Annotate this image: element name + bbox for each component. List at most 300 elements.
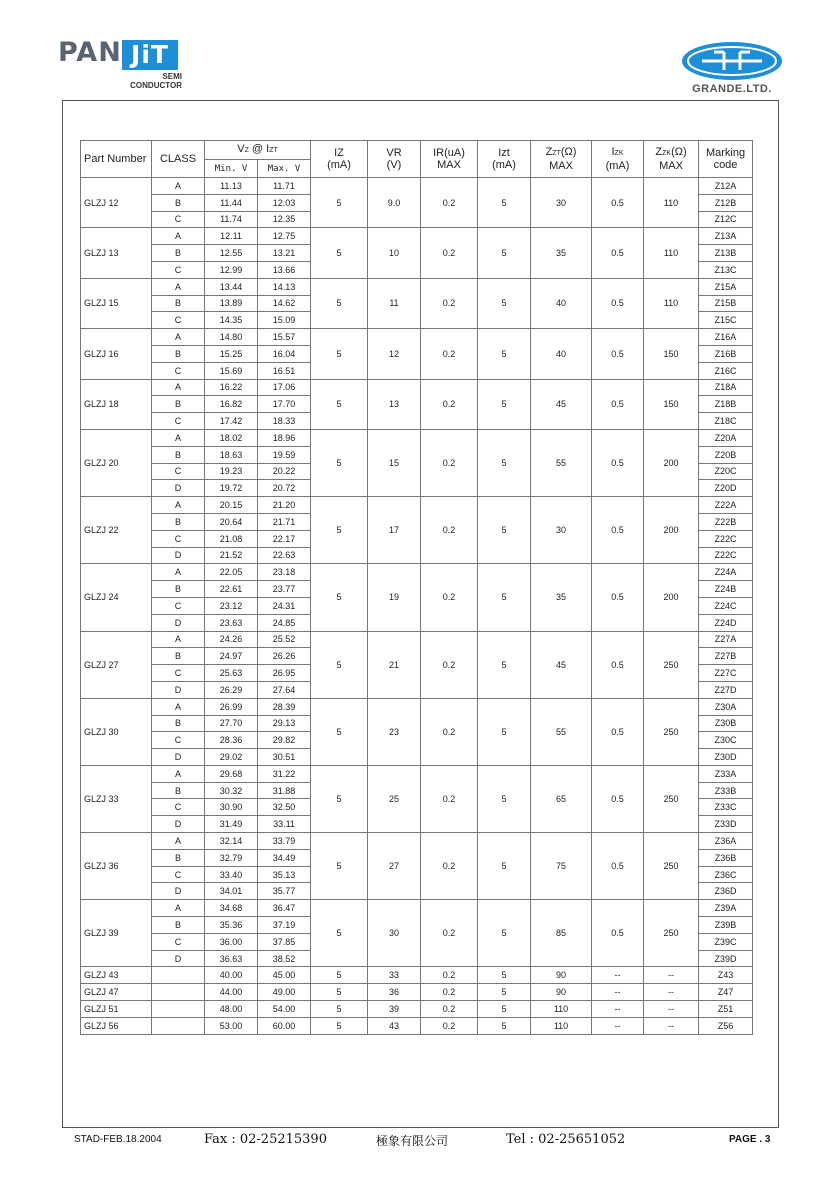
marking-code-cell: Z22A — [699, 497, 753, 514]
izt-label: Izt — [498, 147, 510, 159]
marking-code-cell: Z39A — [699, 900, 753, 917]
ir-cell: 0.2 — [421, 984, 478, 1001]
vr-label: VR — [386, 147, 402, 159]
max-v-cell: 20.72 — [258, 480, 311, 497]
iz-cell: 5 — [311, 984, 368, 1001]
ir-cell: 0.2 — [421, 329, 478, 379]
izk-unit: (mA) — [605, 160, 630, 172]
marking-code-cell: Z36C — [699, 866, 753, 883]
vr-cell: 11 — [368, 278, 421, 328]
zzk-cell: -- — [644, 1001, 699, 1018]
max-v-cell: 49.00 — [258, 984, 311, 1001]
max-v-cell: 27.64 — [258, 681, 311, 698]
ir-cell: 0.2 — [421, 698, 478, 765]
marking-code-cell: Z36D — [699, 883, 753, 900]
table-row — [81, 564, 753, 581]
max-v-cell: 14.13 — [258, 278, 311, 295]
min-v-cell: 26.99 — [205, 698, 258, 715]
max-v-cell: 13.21 — [258, 245, 311, 262]
marking-code-cell: Z30B — [699, 715, 753, 732]
vz-sub: Z — [244, 147, 249, 154]
class-cell — [152, 1017, 205, 1034]
marking-code-cell: Z20D — [699, 480, 753, 497]
marking-code-cell: Z33C — [699, 799, 753, 816]
grande-logo — [676, 40, 788, 100]
iz-cell: 5 — [311, 228, 368, 278]
class-cell: B — [152, 345, 205, 362]
max-v-cell: 22.63 — [258, 547, 311, 564]
izt-cell: 5 — [478, 278, 531, 328]
zzt-cell: 90 — [531, 967, 592, 984]
iz-cell: 5 — [311, 379, 368, 429]
table-row — [81, 228, 753, 245]
marking-code-cell: Z30D — [699, 749, 753, 766]
iz-cell: 5 — [311, 497, 368, 564]
vr-cell: 10 — [368, 228, 421, 278]
izt-cell: 5 — [478, 984, 531, 1001]
vr-cell: 9.0 — [368, 178, 421, 228]
iz-cell: 5 — [311, 765, 368, 832]
max-v-cell: 26.26 — [258, 648, 311, 665]
marking-code-cell: Z27A — [699, 631, 753, 648]
max-v-cell: 15.09 — [258, 312, 311, 329]
max-v-cell: 20.22 — [258, 463, 311, 480]
zzt-cell: 30 — [531, 497, 592, 564]
vz-at: @ I — [248, 143, 270, 155]
class-cell: B — [152, 396, 205, 413]
zzt-unit: MAX — [549, 160, 573, 172]
marking-code-cell: Z22C — [699, 530, 753, 547]
class-cell: A — [152, 429, 205, 446]
izk-cell: 0.5 — [592, 379, 644, 429]
ir-cell: 0.2 — [421, 497, 478, 564]
min-v-cell: 11.74 — [205, 211, 258, 228]
ir-cell: 0.2 — [421, 833, 478, 900]
min-v-cell: 20.64 — [205, 513, 258, 530]
class-cell: C — [152, 665, 205, 682]
zener-spec-table — [80, 140, 753, 1035]
ir-cell: 0.2 — [421, 631, 478, 698]
izt-cell: 5 — [478, 564, 531, 631]
zzk-cell: 250 — [644, 833, 699, 900]
class-cell: B — [152, 295, 205, 312]
min-v-cell: 36.00 — [205, 933, 258, 950]
max-v-cell: 12.03 — [258, 194, 311, 211]
part-number-cell: GLZJ 47 — [81, 984, 152, 1001]
min-v-cell: 53.00 — [205, 1017, 258, 1034]
zzk-cell: 110 — [644, 228, 699, 278]
table-header-row — [81, 141, 753, 160]
footer-fax: Fax : 02-25215390 — [204, 1132, 327, 1147]
izk-cell: 0.5 — [592, 329, 644, 379]
marking-code-cell: Z13A — [699, 228, 753, 245]
ir-label: IR(uA) — [433, 147, 465, 159]
table-row — [81, 429, 753, 446]
izk-cell: -- — [592, 967, 644, 984]
izt-cell: 5 — [478, 228, 531, 278]
zzk-cell: 150 — [644, 379, 699, 429]
class-cell: C — [152, 933, 205, 950]
max-v-cell: 19.59 — [258, 446, 311, 463]
zzt-rest: (Ω) — [560, 146, 577, 158]
zzt-cell: 110 — [531, 1017, 592, 1034]
zzk-cell: 200 — [644, 564, 699, 631]
header-part-number: Part Number — [81, 141, 152, 178]
vr-cell: 30 — [368, 900, 421, 967]
max-v-cell: 16.51 — [258, 362, 311, 379]
class-cell: C — [152, 463, 205, 480]
part-number-cell: GLZJ 15 — [81, 278, 152, 328]
iz-cell: 5 — [311, 564, 368, 631]
min-v-cell: 19.72 — [205, 480, 258, 497]
zzt-cell: 35 — [531, 564, 592, 631]
class-cell: D — [152, 614, 205, 631]
max-v-cell: 24.31 — [258, 597, 311, 614]
part-number-cell: GLZJ 16 — [81, 329, 152, 379]
izt-cell: 5 — [478, 631, 531, 698]
zzt-cell: 85 — [531, 900, 592, 967]
min-v-cell: 22.05 — [205, 564, 258, 581]
marking-code-cell: Z22B — [699, 513, 753, 530]
izk-main: I — [611, 146, 615, 158]
izk-cell: 0.5 — [592, 833, 644, 900]
min-v-cell: 29.68 — [205, 765, 258, 782]
min-v-cell: 27.70 — [205, 715, 258, 732]
table-row — [81, 379, 753, 396]
part-number-cell: GLZJ 20 — [81, 429, 152, 496]
table-row — [81, 329, 753, 346]
class-cell: B — [152, 715, 205, 732]
max-v-cell: 25.52 — [258, 631, 311, 648]
marking-unit: code — [713, 159, 738, 171]
table-row — [81, 497, 753, 514]
ir-cell: 0.2 — [421, 564, 478, 631]
class-cell: B — [152, 917, 205, 934]
izt-cell: 5 — [478, 1017, 531, 1034]
izt-cell: 5 — [478, 379, 531, 429]
max-v-cell: 29.13 — [258, 715, 311, 732]
iz-cell: 5 — [311, 329, 368, 379]
ir-cell: 0.2 — [421, 278, 478, 328]
vr-cell: 43 — [368, 1017, 421, 1034]
min-v-cell: 32.79 — [205, 849, 258, 866]
izk-label — [592, 146, 643, 160]
marking-code-cell: Z18A — [699, 379, 753, 396]
min-v-cell: 40.00 — [205, 967, 258, 984]
class-cell: B — [152, 245, 205, 262]
table-row — [81, 178, 753, 195]
max-v-cell: 21.20 — [258, 497, 311, 514]
table-row — [81, 1017, 753, 1034]
min-v-cell: 30.32 — [205, 782, 258, 799]
header-izk — [592, 141, 644, 178]
iz-cell: 5 — [311, 631, 368, 698]
min-v-cell: 26.29 — [205, 681, 258, 698]
class-cell: C — [152, 799, 205, 816]
header-class: CLASS — [152, 141, 205, 178]
footer-tel: Tel : 02-25651052 — [506, 1132, 626, 1147]
class-cell: B — [152, 782, 205, 799]
marking-code-cell: Z51 — [699, 1001, 753, 1018]
zzk-cell: -- — [644, 984, 699, 1001]
class-cell: D — [152, 547, 205, 564]
ir-cell: 0.2 — [421, 178, 478, 228]
zzt-cell: 55 — [531, 698, 592, 765]
zzt-cell: 45 — [531, 631, 592, 698]
zzk-sub: ZK — [662, 150, 672, 157]
zzk-cell: -- — [644, 967, 699, 984]
table-row — [81, 698, 753, 715]
part-number-cell: GLZJ 24 — [81, 564, 152, 631]
zzk-cell: 250 — [644, 765, 699, 832]
vr-cell: 27 — [368, 833, 421, 900]
min-v-cell: 16.22 — [205, 379, 258, 396]
zzt-main: Z — [545, 146, 553, 158]
max-v-cell: 28.39 — [258, 698, 311, 715]
izk-cell: 0.5 — [592, 228, 644, 278]
logo-subtitle — [130, 72, 182, 90]
min-v-cell: 12.99 — [205, 261, 258, 278]
class-cell: C — [152, 866, 205, 883]
max-v-cell: 12.75 — [258, 228, 311, 245]
max-v-cell: 23.77 — [258, 581, 311, 598]
max-v-cell: 35.77 — [258, 883, 311, 900]
min-v-cell: 36.63 — [205, 950, 258, 967]
class-cell: C — [152, 732, 205, 749]
max-v-cell: 31.88 — [258, 782, 311, 799]
max-v-cell: 29.82 — [258, 732, 311, 749]
marking-code-cell: Z36A — [699, 833, 753, 850]
marking-code-cell: Z39D — [699, 950, 753, 967]
class-cell — [152, 967, 205, 984]
table-row — [81, 765, 753, 782]
ir-cell: 0.2 — [421, 765, 478, 832]
class-cell: A — [152, 379, 205, 396]
zzk-main: Z — [655, 146, 663, 158]
min-v-cell: 12.55 — [205, 245, 258, 262]
iz-cell: 5 — [311, 1017, 368, 1034]
izk-cell: -- — [592, 1001, 644, 1018]
header-vr — [368, 141, 421, 178]
iz-cell: 5 — [311, 178, 368, 228]
table-row — [81, 631, 753, 648]
part-number-cell: GLZJ 30 — [81, 698, 152, 765]
marking-code-cell: Z16A — [699, 329, 753, 346]
class-cell: C — [152, 530, 205, 547]
marking-code-cell: Z24C — [699, 597, 753, 614]
part-number-cell: GLZJ 18 — [81, 379, 152, 429]
max-v-cell: 38.52 — [258, 950, 311, 967]
zzk-cell: 200 — [644, 497, 699, 564]
min-v-cell: 17.42 — [205, 413, 258, 430]
min-v-cell: 32.14 — [205, 833, 258, 850]
zzk-cell: 110 — [644, 278, 699, 328]
izt-cell: 5 — [478, 967, 531, 984]
min-v-cell: 48.00 — [205, 1001, 258, 1018]
min-v-cell: 16.82 — [205, 396, 258, 413]
class-cell: B — [152, 194, 205, 211]
vr-cell: 39 — [368, 1001, 421, 1018]
header-zzt — [531, 141, 592, 178]
class-cell: C — [152, 261, 205, 278]
max-v-cell: 17.06 — [258, 379, 311, 396]
max-v-cell: 21.71 — [258, 513, 311, 530]
table-row — [81, 1001, 753, 1018]
min-v-cell: 12.11 — [205, 228, 258, 245]
min-v-cell: 29.02 — [205, 749, 258, 766]
izt-cell: 5 — [478, 1001, 531, 1018]
marking-code-cell: Z13C — [699, 261, 753, 278]
izk-cell: 0.5 — [592, 631, 644, 698]
footer-doc-id: STAD-FEB.18.2004 — [74, 1134, 162, 1145]
marking-code-cell: Z20C — [699, 463, 753, 480]
marking-code-cell: Z33B — [699, 782, 753, 799]
zzt-cell: 40 — [531, 329, 592, 379]
table-row — [81, 967, 753, 984]
marking-code-cell: Z39B — [699, 917, 753, 934]
max-v-cell: 30.51 — [258, 749, 311, 766]
min-v-cell: 33.40 — [205, 866, 258, 883]
part-number-cell: GLZJ 33 — [81, 765, 152, 832]
header-ir — [421, 141, 478, 178]
marking-code-cell: Z18C — [699, 413, 753, 430]
marking-code-cell: Z43 — [699, 967, 753, 984]
min-v-cell: 15.25 — [205, 345, 258, 362]
marking-code-cell: Z22C — [699, 547, 753, 564]
header-zzk — [644, 141, 699, 178]
izk-cell: 0.5 — [592, 765, 644, 832]
max-v-cell: 32.50 — [258, 799, 311, 816]
iz-label: IZ — [334, 147, 344, 159]
max-v-cell: 33.79 — [258, 833, 311, 850]
class-cell: A — [152, 178, 205, 195]
table-body — [81, 178, 753, 1035]
marking-code-cell: Z15C — [699, 312, 753, 329]
class-cell: B — [152, 446, 205, 463]
min-v-cell: 19.23 — [205, 463, 258, 480]
marking-code-cell: Z12B — [699, 194, 753, 211]
min-v-cell: 24.97 — [205, 648, 258, 665]
vr-cell: 13 — [368, 379, 421, 429]
logo-jit-text: JiT — [122, 40, 178, 70]
marking-code-cell: Z12A — [699, 178, 753, 195]
zzk-rest: (Ω) — [671, 146, 687, 158]
izt-cell: 5 — [478, 765, 531, 832]
zzt-cell: 55 — [531, 429, 592, 496]
part-number-cell: GLZJ 43 — [81, 967, 152, 984]
header-max-v: Max. V — [258, 160, 311, 178]
header-iz — [311, 141, 368, 178]
max-v-cell: 33.11 — [258, 816, 311, 833]
class-cell: D — [152, 816, 205, 833]
ir-cell: 0.2 — [421, 228, 478, 278]
zzt-cell: 75 — [531, 833, 592, 900]
izk-sub: ZK — [614, 150, 624, 157]
izt-cell: 5 — [478, 833, 531, 900]
marking-code-cell: Z56 — [699, 1017, 753, 1034]
min-v-cell: 13.89 — [205, 295, 258, 312]
vr-unit: (V) — [386, 159, 402, 171]
izt-unit: (mA) — [492, 159, 516, 171]
marking-code-cell: Z16C — [699, 362, 753, 379]
footer-company: 極象有限公司 — [376, 1134, 449, 1148]
izk-cell: 0.5 — [592, 278, 644, 328]
class-cell: B — [152, 648, 205, 665]
marking-code-cell: Z27C — [699, 665, 753, 682]
logo-pan-text: PAN — [58, 37, 122, 68]
max-v-cell: 18.33 — [258, 413, 311, 430]
zzt-cell: 45 — [531, 379, 592, 429]
max-v-cell: 12.35 — [258, 211, 311, 228]
zzt-cell: 40 — [531, 278, 592, 328]
class-cell: B — [152, 849, 205, 866]
class-cell: C — [152, 211, 205, 228]
zzt-cell: 110 — [531, 1001, 592, 1018]
zzt-label — [531, 146, 591, 160]
min-v-cell: 13.44 — [205, 278, 258, 295]
min-v-cell: 14.35 — [205, 312, 258, 329]
class-cell: C — [152, 413, 205, 430]
max-v-cell: 18.96 — [258, 429, 311, 446]
iz-cell: 5 — [311, 698, 368, 765]
class-cell: B — [152, 581, 205, 598]
min-v-cell: 28.36 — [205, 732, 258, 749]
vr-cell: 25 — [368, 765, 421, 832]
vz-main: V — [237, 143, 245, 155]
max-v-cell: 11.71 — [258, 178, 311, 195]
min-v-cell: 23.63 — [205, 614, 258, 631]
min-v-cell: 21.08 — [205, 530, 258, 547]
class-cell: B — [152, 513, 205, 530]
min-v-cell: 22.61 — [205, 581, 258, 598]
min-v-cell: 30.90 — [205, 799, 258, 816]
izk-cell: 0.5 — [592, 698, 644, 765]
marking-code-cell: Z47 — [699, 984, 753, 1001]
marking-code-cell: Z24D — [699, 614, 753, 631]
izt-cell: 5 — [478, 178, 531, 228]
max-v-cell: 16.04 — [258, 345, 311, 362]
min-v-cell: 14.80 — [205, 329, 258, 346]
marking-code-cell: Z15A — [699, 278, 753, 295]
ir-cell: 0.2 — [421, 967, 478, 984]
grande-emblem-icon — [680, 40, 784, 82]
class-cell: A — [152, 631, 205, 648]
part-number-cell: GLZJ 27 — [81, 631, 152, 698]
min-v-cell: 23.12 — [205, 597, 258, 614]
izk-cell: -- — [592, 1017, 644, 1034]
marking-label: Marking — [705, 147, 746, 159]
izt-cell: 5 — [478, 329, 531, 379]
table-row — [81, 278, 753, 295]
max-v-cell: 37.19 — [258, 917, 311, 934]
marking-code-cell: Z36B — [699, 849, 753, 866]
vr-cell: 17 — [368, 497, 421, 564]
min-v-cell: 11.44 — [205, 194, 258, 211]
izk-cell: -- — [592, 984, 644, 1001]
ir-cell: 0.2 — [421, 429, 478, 496]
zzt-cell: 65 — [531, 765, 592, 832]
marking-code-cell: Z20A — [699, 429, 753, 446]
max-v-cell: 26.95 — [258, 665, 311, 682]
class-cell: A — [152, 900, 205, 917]
marking-code-cell: Z33D — [699, 816, 753, 833]
iz-cell: 5 — [311, 900, 368, 967]
max-v-cell: 15.57 — [258, 329, 311, 346]
header-izt — [478, 141, 531, 178]
class-cell: D — [152, 749, 205, 766]
zzk-cell: 250 — [644, 900, 699, 967]
marking-code-cell: Z27B — [699, 648, 753, 665]
